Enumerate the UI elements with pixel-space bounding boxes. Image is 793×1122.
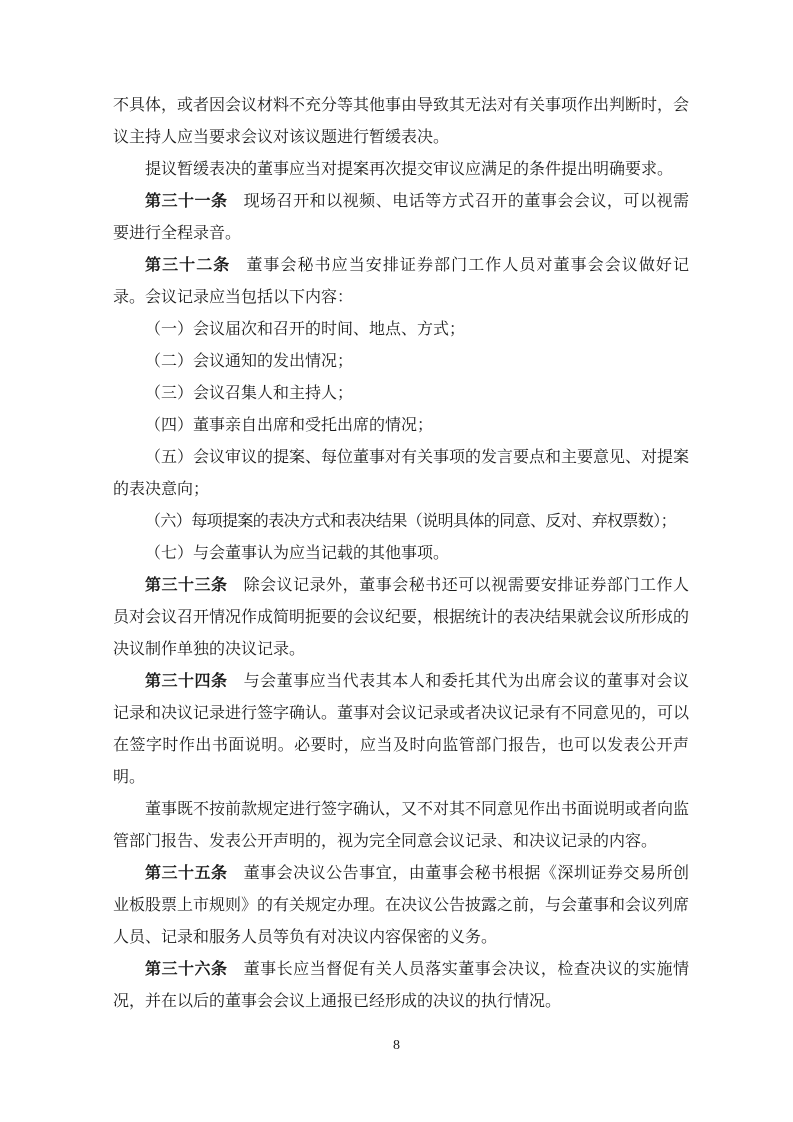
paragraph <box>113 346 689 378</box>
paragraph-text: （四）董事亲自出席和受托出席的情况； <box>145 417 434 434</box>
paragraph-text: （六）每项提案的表决方式和表决结果（说明具体的同意、反对、弃权票数）； <box>145 513 677 530</box>
page-number: 8 <box>393 1038 400 1053</box>
article-paragraph <box>113 954 689 1018</box>
paragraph-text: （五）会议审议的提案、每位董事对有关事项的发言要点和主要意见、对提案的表决意向； <box>113 449 690 498</box>
paragraph-text: （七）与会董事认为应当记载的其他事项。 <box>145 545 450 562</box>
article-paragraph <box>113 858 689 954</box>
paragraph <box>113 154 689 186</box>
paragraph <box>113 410 689 442</box>
article-paragraph <box>113 186 689 250</box>
article-paragraph <box>113 250 689 314</box>
page-footer <box>0 1036 793 1056</box>
paragraph-text: 董事既不按前款规定进行签字确认，又不对其不同意见作出书面说明或者向监管部门报告、发表公开声明的，视为完全同意会议记录、和决议记录的内容。 <box>113 801 690 850</box>
paragraph-text: 董事会决议公告事宜，由董事会秘书根据《深圳证券交易所创业板股票上市规则》的有关规定办理。在决议公告披露之前，与会董事和会议列席人员、记录和服务人员等负有对决议内容保密的义务。 <box>113 865 690 946</box>
paragraph-text: 除会议记录外，董事会秘书还可以视需要安排证券部门工作人员对会议召开情况作成简明扼要的会议纪要，根据统计的表决结果就会议所形成的决议制作单独的决议记录。 <box>113 577 690 658</box>
paragraph-text: 不具体，或者因会议材料不充分等其他事由导致其无法对有关事项作出判断时，会议主持人应当要求会议对该议题进行暂缓表决。 <box>113 97 690 146</box>
paragraph-text: （三）会议召集人和主持人； <box>145 385 354 402</box>
article-number: 第三十六条 <box>145 961 228 978</box>
paragraph-text: 现场召开和以视频、电话等方式召开的董事会会议，可以视需要进行全程录音。 <box>113 193 689 242</box>
paragraph <box>113 506 689 538</box>
paragraph-text: 与会董事应当代表其本人和委托其代为出席会议的董事对会议记录和决议记录进行签字确认。董事对会议记录或者决议记录有不同意见的，可以在签字时作出书面说明。必要时，应当及时向监管部门报告，也可以发表公开声明。 <box>113 673 690 786</box>
article-number: 第三十五条 <box>145 865 228 882</box>
paragraph-text: 董事长应当督促有关人员落实董事会决议，检查决议的实施情况，并在以后的董事会会议上通报已经形成的决议的执行情况。 <box>113 961 689 1010</box>
paragraph-text: 提议暂缓表决的董事应当对提案再次提交审议应满足的条件提出明确要求。 <box>145 161 674 178</box>
paragraph <box>113 90 689 154</box>
paragraph <box>113 314 689 346</box>
article-number: 第三十三条 <box>145 577 228 594</box>
article-number: 第三十四条 <box>145 673 228 690</box>
paragraph-text: 董事会秘书应当安排证券部门工作人员对董事会会议做好记录。会议记录应当包括以下内容： <box>113 257 689 306</box>
paragraph <box>113 538 689 570</box>
article-paragraph <box>113 570 689 666</box>
paragraph-text: （二）会议通知的发出情况； <box>145 353 354 370</box>
paragraph <box>113 794 689 858</box>
paragraph <box>113 378 689 410</box>
document-body <box>113 90 689 1018</box>
paragraph <box>113 442 689 506</box>
article-number: 第三十二条 <box>145 257 231 274</box>
article-paragraph <box>113 666 689 794</box>
article-number: 第三十一条 <box>145 193 228 210</box>
paragraph-text: （一）会议届次和召开的时间、地点、方式； <box>145 321 466 338</box>
